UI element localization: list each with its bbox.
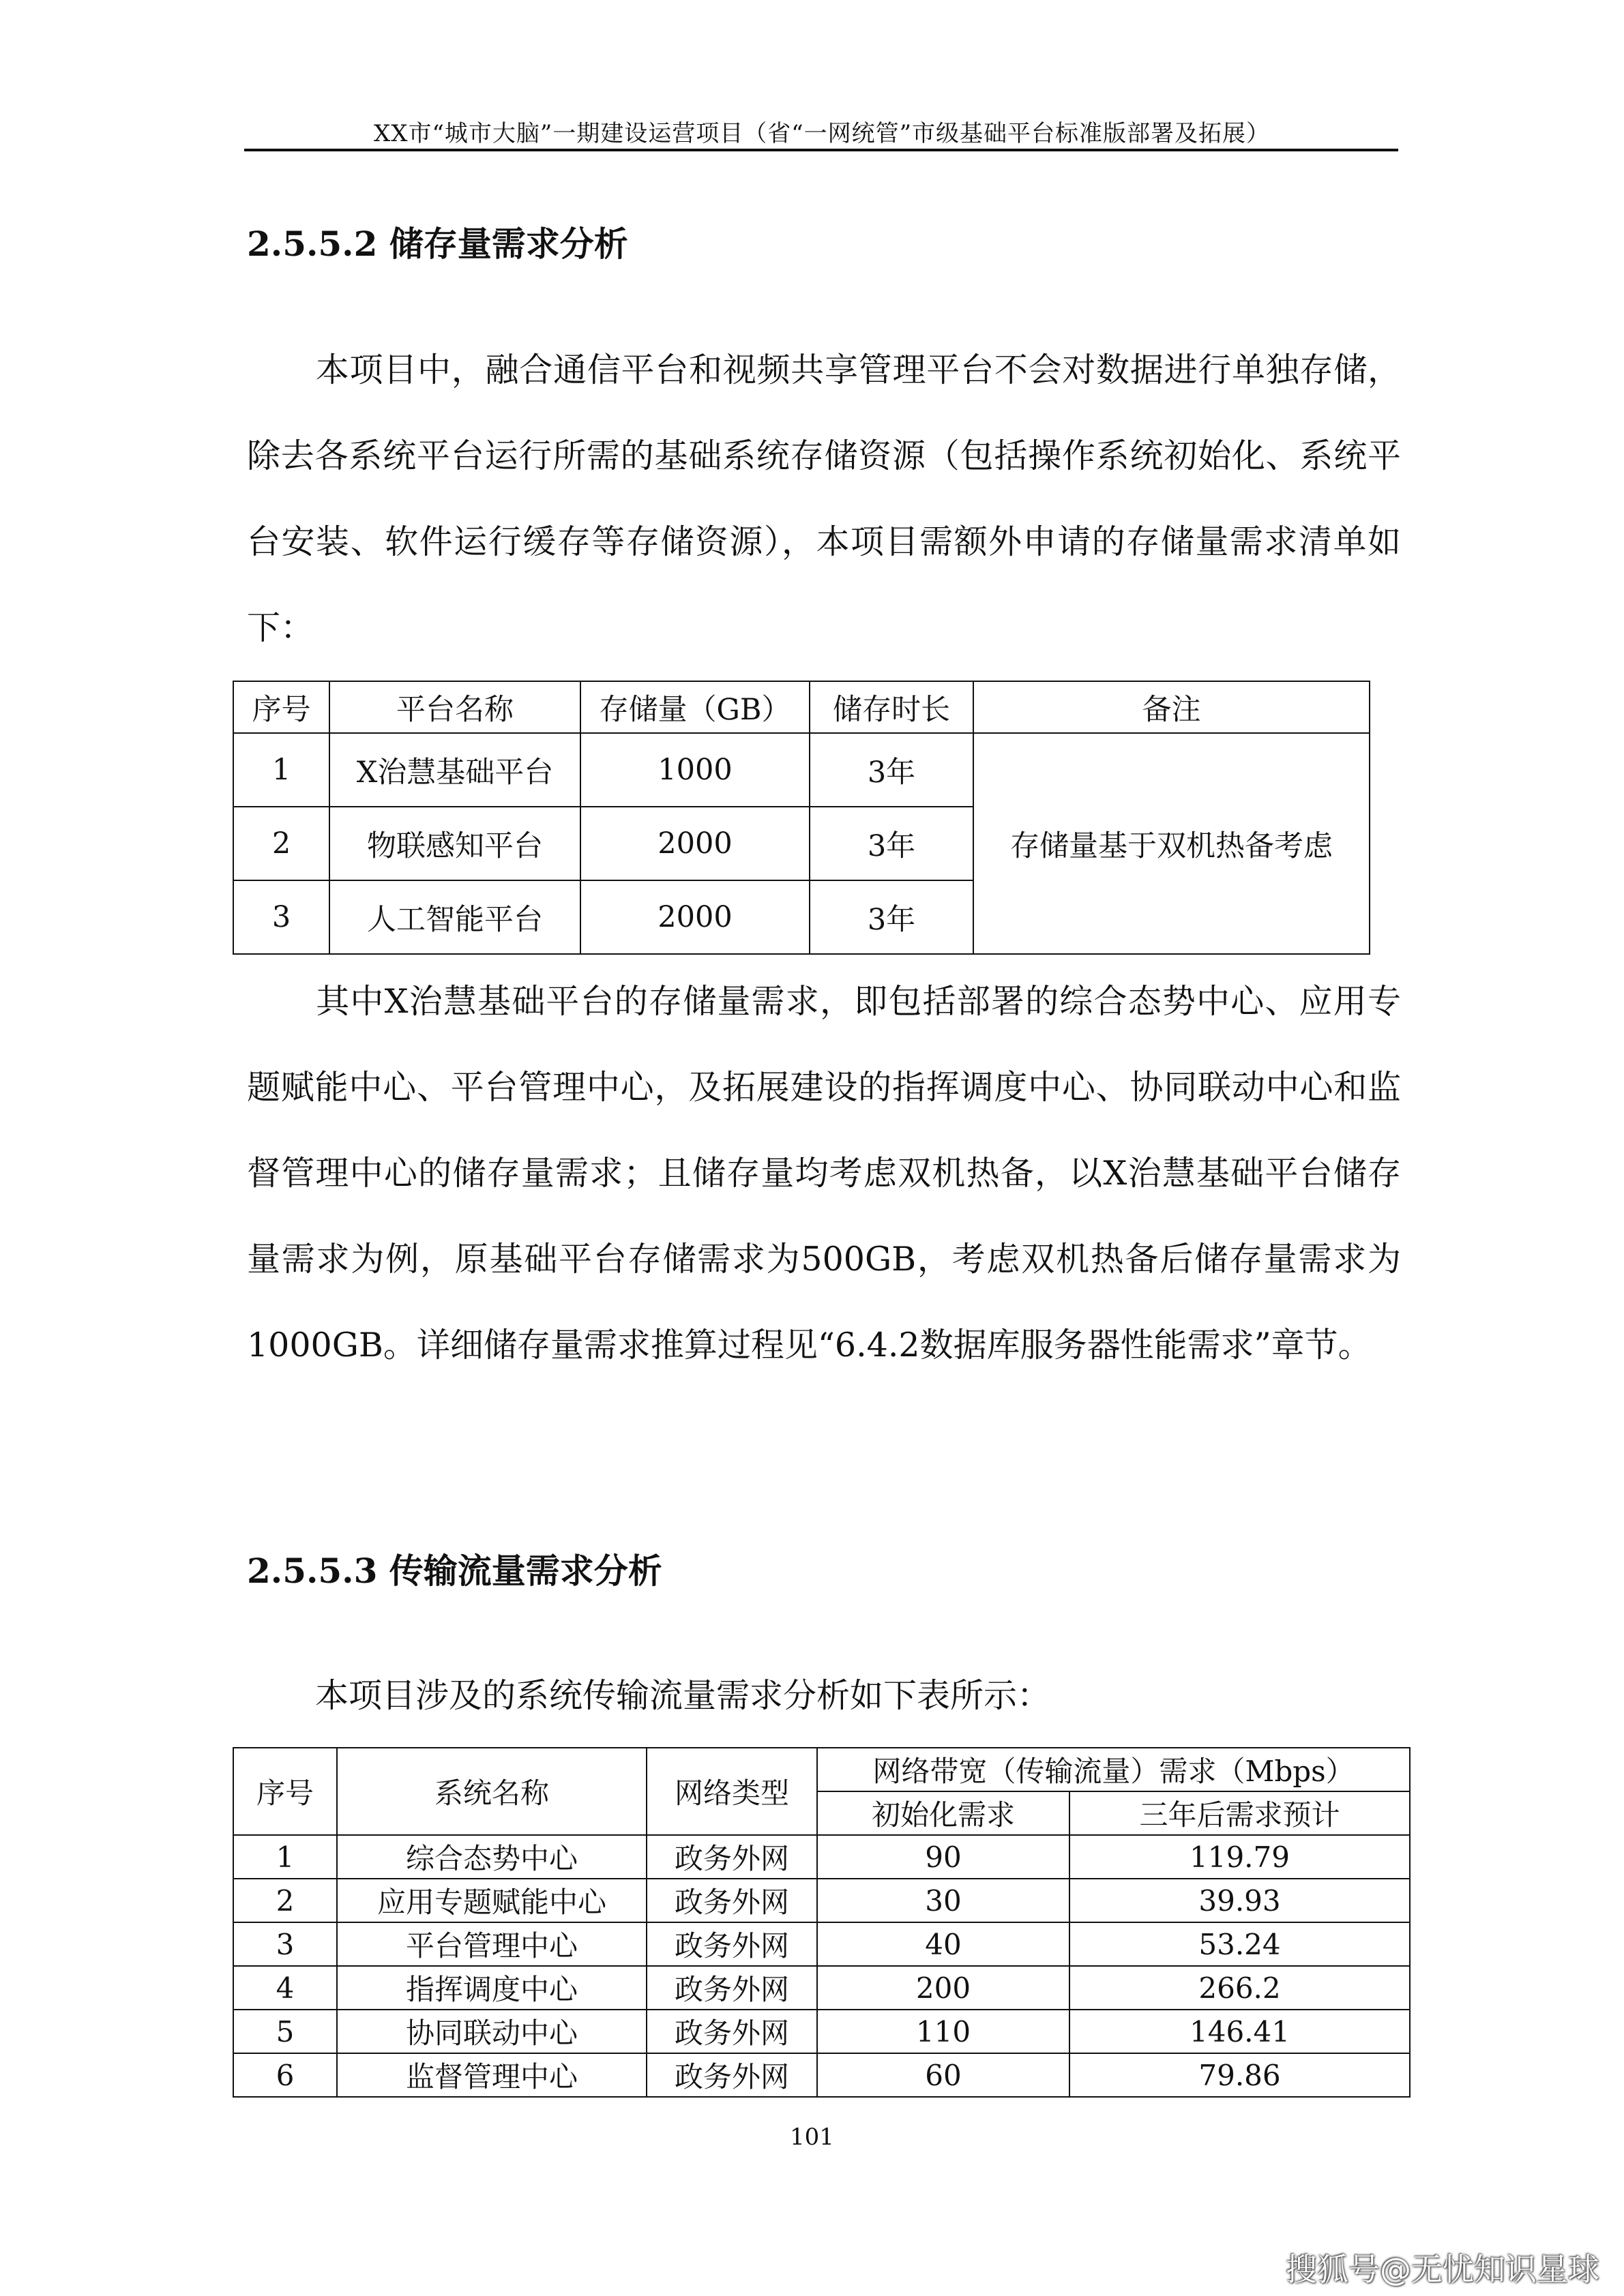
cell-note: 存储量基于双机热备考虑	[973, 733, 1370, 954]
cell-size: 2000	[580, 880, 810, 954]
storage-intro-paragraph	[247, 327, 1401, 671]
column-header-platform: 平台名称	[329, 681, 580, 733]
cell-no: 4	[233, 1966, 337, 2010]
document-header-title: XX市“城市大脑”一期建设运营项目（省“一网统管”市级基础平台标准版部署及拓展）	[374, 120, 1270, 147]
table-row	[233, 1966, 1410, 2010]
column-header-no: 序号	[233, 681, 329, 733]
cell-system-name: 综合态势中心	[337, 1835, 647, 1879]
cell-network: 政务外网	[647, 1922, 817, 1966]
cell-size: 2000	[580, 807, 810, 880]
cell-size: 1000	[580, 733, 810, 807]
cell-initial: 110	[817, 2010, 1069, 2053]
cell-no: 3	[233, 1922, 337, 1966]
cell-platform-name: 物联感知平台	[329, 807, 580, 880]
storage-requirements-table	[233, 681, 1370, 955]
section-heading-storage: 2.5.5.2 储存量需求分析	[247, 224, 628, 264]
cell-forecast: 146.41	[1069, 2010, 1410, 2053]
cell-no: 3	[233, 880, 329, 954]
column-header-bandwidth: 网络带宽（传输流量）需求（Mbps）	[817, 1748, 1410, 1791]
cell-initial: 60	[817, 2053, 1069, 2097]
cell-no: 2	[233, 1879, 337, 1922]
column-header-forecast: 三年后需求预计	[1069, 1791, 1410, 1835]
table-header-row	[233, 1748, 1410, 1791]
cell-platform-name: X治慧基础平台	[329, 733, 580, 807]
table-row	[233, 1922, 1410, 1966]
watermark-text: 搜狐号@无忧知识星球	[1286, 2251, 1599, 2288]
cell-system-name: 指挥调度中心	[337, 1966, 647, 2010]
section-heading-traffic: 2.5.5.3 传输流量需求分析	[247, 1551, 662, 1591]
cell-no: 6	[233, 2053, 337, 2097]
cell-system-name: 平台管理中心	[337, 1922, 647, 1966]
page-number: 101	[790, 2123, 834, 2151]
cell-duration: 3年	[810, 733, 973, 807]
column-header-duration: 储存时长	[810, 681, 973, 733]
cell-system-name: 监督管理中心	[337, 2053, 647, 2097]
table-row	[233, 2010, 1410, 2053]
column-header-no: 序号	[233, 1748, 337, 1835]
column-header-system: 系统名称	[337, 1748, 647, 1835]
cell-forecast: 53.24	[1069, 1922, 1410, 1966]
cell-initial: 90	[817, 1835, 1069, 1879]
cell-platform-name: 人工智能平台	[329, 880, 580, 954]
table-header-row	[233, 681, 1370, 733]
storage-explanation-text: 其中X治慧基础平台的存储量需求，即包括部署的综合态势中心、应用专题赋能中心、平台管理中心，及拓展建设的指挥调度中心、协同联动中心和监督管理中心的储存量需求；且储存量均考虑双机热备，以X治慧基础平台储存量需求为例，原基础平台存储需求为500GB，考虑双机热备后储存量需求为1000GB。详细储存量需求推算过程见“6.4.2数据库服务器性能需求”章节。	[247, 982, 1401, 1365]
table-row	[233, 1879, 1410, 1922]
column-header-size: 存储量（GB）	[580, 681, 810, 733]
cell-duration: 3年	[810, 807, 973, 880]
cell-initial: 200	[817, 1966, 1069, 2010]
cell-no: 1	[233, 733, 329, 807]
cell-no: 5	[233, 2010, 337, 2053]
cell-system-name: 应用专题赋能中心	[337, 1879, 647, 1922]
cell-system-name: 协同联动中心	[337, 2010, 647, 2053]
header-divider	[244, 149, 1398, 151]
cell-forecast: 119.79	[1069, 1835, 1410, 1879]
cell-initial: 40	[817, 1922, 1069, 1966]
cell-network: 政务外网	[647, 1966, 817, 2010]
cell-initial: 30	[817, 1879, 1069, 1922]
storage-explanation-paragraph	[247, 959, 1401, 1388]
cell-forecast: 39.93	[1069, 1879, 1410, 1922]
cell-no: 2	[233, 807, 329, 880]
column-header-initial: 初始化需求	[817, 1791, 1069, 1835]
cell-forecast: 79.86	[1069, 2053, 1410, 2097]
storage-intro-text: 本项目中，融合通信平台和视频共享管理平台不会对数据进行单独存储，除去各系统平台运行所需的基础系统存储资源（包括操作系统初始化、系统平台安装、软件运行缓存等存储资源），本项目需额外申请的存储量需求清单如下：	[247, 351, 1401, 647]
traffic-requirements-table	[233, 1747, 1411, 2098]
cell-duration: 3年	[810, 880, 973, 954]
column-header-note: 备注	[973, 681, 1370, 733]
cell-network: 政务外网	[647, 2010, 817, 2053]
cell-network: 政务外网	[647, 1835, 817, 1879]
column-header-network: 网络类型	[647, 1748, 817, 1835]
table-row	[233, 1835, 1410, 1879]
cell-forecast: 266.2	[1069, 1966, 1410, 2010]
traffic-intro-paragraph	[247, 1653, 1401, 1739]
traffic-intro-text: 本项目涉及的系统传输流量需求分析如下表所示：	[315, 1676, 1051, 1715]
cell-network: 政务外网	[647, 1879, 817, 1922]
cell-network: 政务外网	[647, 2053, 817, 2097]
cell-no: 1	[233, 1835, 337, 1879]
table-row	[233, 733, 1370, 807]
table-row	[233, 2053, 1410, 2097]
